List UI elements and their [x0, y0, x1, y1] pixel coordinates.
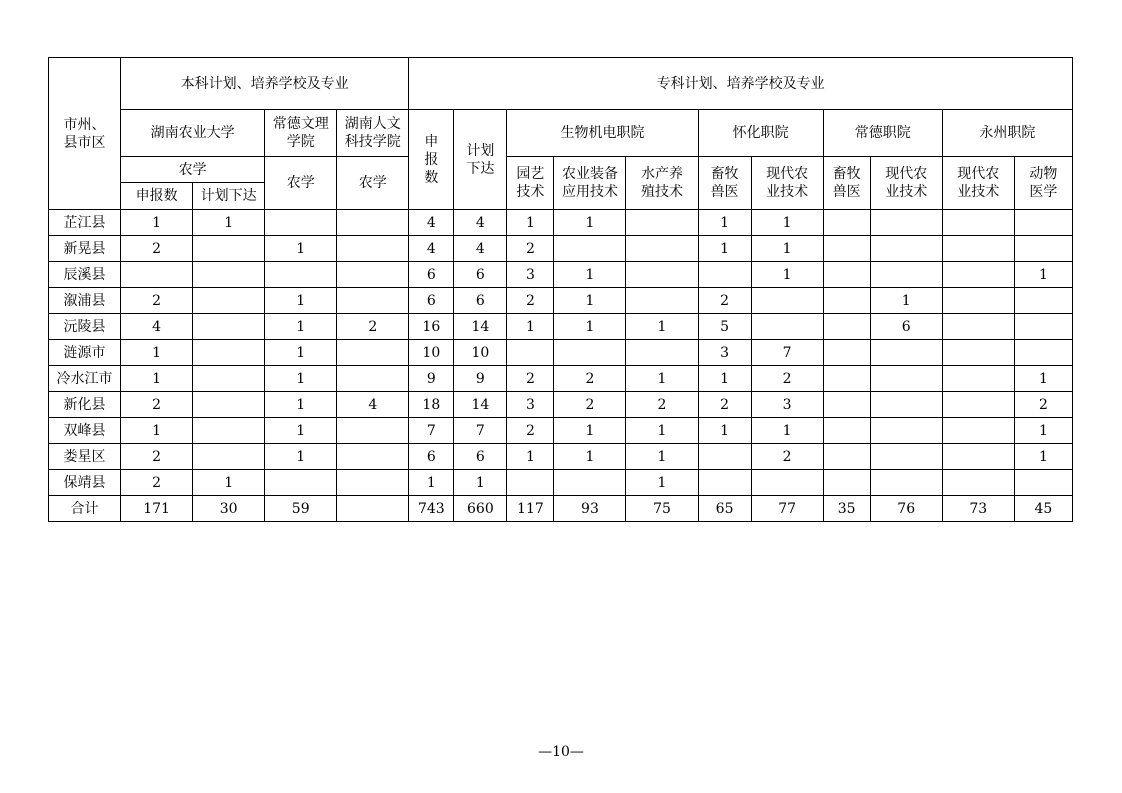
cell — [942, 392, 1014, 418]
cell — [698, 444, 751, 470]
cell: 45 — [1014, 496, 1072, 522]
cell: 1 — [507, 444, 554, 470]
cell — [942, 340, 1014, 366]
undergrad-group-header: 本科计划、培养学校及专业 — [121, 58, 409, 110]
cell — [942, 314, 1014, 340]
cell: 4 — [409, 210, 454, 236]
cell — [942, 444, 1014, 470]
cell — [870, 366, 942, 392]
cell — [193, 236, 265, 262]
cell — [942, 366, 1014, 392]
cell: 1 — [265, 366, 337, 392]
total-row — [49, 496, 1073, 522]
cell — [193, 418, 265, 444]
cell: 1 — [409, 470, 454, 496]
cell: 4 — [337, 392, 409, 418]
cell: 1 — [265, 444, 337, 470]
cell — [823, 262, 870, 288]
table-row — [49, 340, 1073, 366]
row-label: 保靖县 — [49, 470, 121, 496]
table-row — [49, 236, 1073, 262]
cell: 6 — [409, 262, 454, 288]
cell: 117 — [507, 496, 554, 522]
cell: 1 — [751, 262, 823, 288]
cell: 10 — [409, 340, 454, 366]
cell: 1 — [554, 288, 626, 314]
cell — [507, 340, 554, 366]
cell — [554, 470, 626, 496]
cell: 2 — [698, 392, 751, 418]
cell: 2 — [626, 392, 698, 418]
cell — [823, 314, 870, 340]
cell: 14 — [454, 392, 507, 418]
table-row — [49, 366, 1073, 392]
cell — [1014, 314, 1072, 340]
cell — [870, 444, 942, 470]
row-label: 沅陵县 — [49, 314, 121, 340]
cell — [870, 210, 942, 236]
cell — [823, 236, 870, 262]
cell — [751, 288, 823, 314]
table-row — [49, 210, 1073, 236]
cell — [337, 366, 409, 392]
junior-jihua-header: 计划 下达 — [454, 110, 507, 210]
xumu-header: 畜牧 兽医 — [823, 157, 870, 210]
cell — [1014, 470, 1072, 496]
cell: 1 — [1014, 418, 1072, 444]
cell: 9 — [409, 366, 454, 392]
junior-shenbao-header: 申 报 数 — [409, 110, 454, 210]
cell — [1014, 236, 1072, 262]
changde-header: 常德职院 — [823, 110, 942, 157]
yongzhou-header: 永州职院 — [942, 110, 1072, 157]
cell: 1 — [121, 366, 193, 392]
cell — [823, 392, 870, 418]
cell: 1 — [554, 210, 626, 236]
cell: 1 — [454, 470, 507, 496]
cell: 1 — [870, 288, 942, 314]
cell: 16 — [409, 314, 454, 340]
cell: 1 — [626, 444, 698, 470]
cell — [554, 236, 626, 262]
cell: 77 — [751, 496, 823, 522]
cell: 2 — [121, 288, 193, 314]
nongxue-header: 农学 — [337, 157, 409, 210]
cell: 1 — [265, 314, 337, 340]
cell: 6 — [454, 288, 507, 314]
cell: 1 — [698, 210, 751, 236]
dongwu-header: 动物 医学 — [1014, 157, 1072, 210]
cell — [626, 210, 698, 236]
cell: 30 — [193, 496, 265, 522]
cell: 1 — [698, 366, 751, 392]
cell — [337, 444, 409, 470]
cell: 3 — [507, 392, 554, 418]
nongye-zhuangbei-header: 农业装备 应用技术 — [554, 157, 626, 210]
cell: 1 — [121, 418, 193, 444]
cell: 1 — [507, 210, 554, 236]
region-header: 市州、 县市区 — [49, 58, 121, 210]
table-row — [49, 418, 1073, 444]
cell — [337, 210, 409, 236]
cell — [265, 470, 337, 496]
cell: 3 — [507, 262, 554, 288]
cell: 3 — [698, 340, 751, 366]
cell: 2 — [121, 444, 193, 470]
cell: 1 — [554, 418, 626, 444]
cell — [193, 288, 265, 314]
cell: 1 — [626, 470, 698, 496]
cell — [870, 340, 942, 366]
shuichan-header: 水产养 殖技术 — [626, 157, 698, 210]
cell: 660 — [454, 496, 507, 522]
cell — [823, 470, 870, 496]
cell: 5 — [698, 314, 751, 340]
row-label: 合计 — [49, 496, 121, 522]
cell — [193, 392, 265, 418]
cell: 4 — [409, 236, 454, 262]
cell: 1 — [265, 340, 337, 366]
cell: 2 — [121, 392, 193, 418]
cell: 1 — [626, 314, 698, 340]
cell — [193, 340, 265, 366]
cell: 2 — [507, 236, 554, 262]
cell — [698, 470, 751, 496]
table-row — [49, 288, 1073, 314]
cell — [942, 470, 1014, 496]
cell: 1 — [1014, 444, 1072, 470]
cell — [193, 444, 265, 470]
cell: 35 — [823, 496, 870, 522]
row-label: 新晃县 — [49, 236, 121, 262]
cell: 59 — [265, 496, 337, 522]
xiandai-header: 现代农 业技术 — [870, 157, 942, 210]
table-row — [49, 392, 1073, 418]
cell: 4 — [454, 236, 507, 262]
cell: 1 — [265, 418, 337, 444]
xiandai-header: 现代农 业技术 — [942, 157, 1014, 210]
cell: 6 — [454, 444, 507, 470]
cell — [337, 470, 409, 496]
cell — [193, 314, 265, 340]
cell — [751, 470, 823, 496]
cell: 9 — [454, 366, 507, 392]
jihua-xiada-header: 计划下达 — [193, 183, 265, 210]
cell: 14 — [454, 314, 507, 340]
cell — [265, 262, 337, 288]
cell: 7 — [751, 340, 823, 366]
cell — [942, 418, 1014, 444]
cell — [942, 210, 1014, 236]
hunan-agri-univ-header: 湖南农业大学 — [121, 110, 265, 157]
cell: 1 — [626, 418, 698, 444]
cell — [626, 262, 698, 288]
table-row — [49, 314, 1073, 340]
row-label: 溆浦县 — [49, 288, 121, 314]
cell: 2 — [554, 392, 626, 418]
cell — [626, 288, 698, 314]
cell: 1 — [698, 418, 751, 444]
cell — [870, 392, 942, 418]
cell: 2 — [507, 366, 554, 392]
cell — [337, 262, 409, 288]
cell: 7 — [409, 418, 454, 444]
cell — [626, 340, 698, 366]
cell — [942, 262, 1014, 288]
cell: 6 — [409, 444, 454, 470]
cell — [507, 470, 554, 496]
cell: 2 — [337, 314, 409, 340]
cell: 2 — [554, 366, 626, 392]
cell — [193, 262, 265, 288]
cell: 1 — [507, 314, 554, 340]
row-label: 芷江县 — [49, 210, 121, 236]
cell: 2 — [698, 288, 751, 314]
cell: 1 — [554, 314, 626, 340]
row-label: 辰溪县 — [49, 262, 121, 288]
cell: 4 — [121, 314, 193, 340]
cell: 1 — [751, 210, 823, 236]
cell — [823, 288, 870, 314]
cell: 73 — [942, 496, 1014, 522]
cell — [870, 236, 942, 262]
nongxue-header: 农学 — [121, 157, 265, 183]
cell — [554, 340, 626, 366]
cell: 1 — [1014, 366, 1072, 392]
row-label: 新化县 — [49, 392, 121, 418]
cell: 4 — [454, 210, 507, 236]
cell: 2 — [1014, 392, 1072, 418]
cell: 1 — [1014, 262, 1072, 288]
hunan-renwen-header: 湖南人文 科技学院 — [337, 110, 409, 157]
cell — [870, 418, 942, 444]
cell: 1 — [554, 262, 626, 288]
cell — [823, 340, 870, 366]
cell: 2 — [751, 366, 823, 392]
cell: 1 — [121, 210, 193, 236]
cell — [626, 236, 698, 262]
plan-table — [48, 57, 1073, 522]
cell — [337, 496, 409, 522]
cell — [942, 288, 1014, 314]
cell — [823, 418, 870, 444]
cell — [1014, 340, 1072, 366]
cell — [337, 288, 409, 314]
cell: 10 — [454, 340, 507, 366]
row-label: 涟源市 — [49, 340, 121, 366]
cell: 93 — [554, 496, 626, 522]
row-label: 双峰县 — [49, 418, 121, 444]
cell — [942, 236, 1014, 262]
cell: 2 — [507, 288, 554, 314]
row-label: 娄星区 — [49, 444, 121, 470]
cell: 1 — [193, 210, 265, 236]
cell: 743 — [409, 496, 454, 522]
table-row — [49, 444, 1073, 470]
cell: 76 — [870, 496, 942, 522]
cell: 1 — [121, 340, 193, 366]
cell: 1 — [626, 366, 698, 392]
cell: 1 — [265, 236, 337, 262]
cell — [337, 418, 409, 444]
row-label: 冷水江市 — [49, 366, 121, 392]
cell: 1 — [554, 444, 626, 470]
cell: 171 — [121, 496, 193, 522]
cell — [1014, 210, 1072, 236]
cell: 2 — [121, 470, 193, 496]
table-row — [49, 470, 1073, 496]
cell: 2 — [507, 418, 554, 444]
huaihua-header: 怀化职院 — [698, 110, 823, 157]
cell: 1 — [265, 392, 337, 418]
changde-wenli-header: 常德文理 学院 — [265, 110, 337, 157]
cell — [1014, 288, 1072, 314]
cell — [751, 314, 823, 340]
cell — [823, 210, 870, 236]
xumu-header: 畜牧 兽医 — [698, 157, 751, 210]
xiandai-header: 现代农 业技术 — [751, 157, 823, 210]
cell — [265, 210, 337, 236]
cell: 6 — [454, 262, 507, 288]
page-number: —10— — [538, 744, 584, 760]
cell: 65 — [698, 496, 751, 522]
cell: 1 — [193, 470, 265, 496]
shengwu-header: 生物机电职院 — [507, 110, 698, 157]
cell: 6 — [870, 314, 942, 340]
cell — [870, 262, 942, 288]
shenbaoshu-header: 申报数 — [121, 183, 193, 210]
cell: 7 — [454, 418, 507, 444]
cell — [870, 470, 942, 496]
cell: 1 — [751, 418, 823, 444]
cell — [823, 444, 870, 470]
cell: 6 — [409, 288, 454, 314]
junior-group-header: 专科计划、培养学校及专业 — [409, 58, 1073, 110]
cell: 1 — [265, 288, 337, 314]
cell: 1 — [751, 236, 823, 262]
yuanyi-header: 园艺 技术 — [507, 157, 554, 210]
cell: 3 — [751, 392, 823, 418]
cell: 2 — [121, 236, 193, 262]
cell — [193, 366, 265, 392]
cell — [121, 262, 193, 288]
cell — [823, 366, 870, 392]
cell: 18 — [409, 392, 454, 418]
cell: 1 — [698, 236, 751, 262]
cell — [698, 262, 751, 288]
table-row — [49, 262, 1073, 288]
cell — [337, 236, 409, 262]
cell — [337, 340, 409, 366]
cell: 2 — [751, 444, 823, 470]
nongxue-header: 农学 — [265, 157, 337, 210]
cell: 75 — [626, 496, 698, 522]
